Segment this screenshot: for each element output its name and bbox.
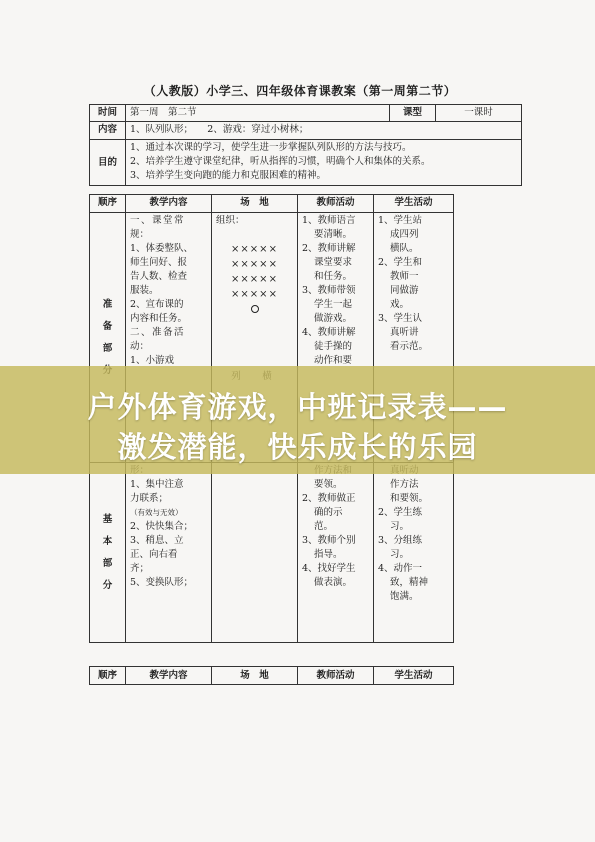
- time-label: 时间: [90, 105, 126, 122]
- text-line: 1、学生站: [378, 215, 423, 226]
- text-line: 看示范。: [390, 341, 429, 352]
- text-line: 力联系；: [130, 493, 169, 504]
- text-line: 师生问好、报: [130, 257, 188, 268]
- text-line: （有效与无效）: [130, 508, 183, 517]
- time-value: 第一周 第二节: [126, 105, 390, 122]
- text-line: 1、教师语言: [302, 215, 356, 226]
- header-order: 顺序: [90, 195, 126, 213]
- text-line: 4、找好学生: [302, 563, 356, 574]
- text-line: 3、教师个别: [302, 535, 356, 546]
- header-content: 教学内容: [126, 195, 212, 213]
- header-field: 场 地: [212, 667, 298, 685]
- banner-title-line2: 激发潜能，快乐成长的乐园: [117, 430, 478, 464]
- text-line: 戏。: [390, 299, 410, 310]
- basic-content-cell: [126, 463, 212, 643]
- text-line: 2、快快集合；: [130, 521, 194, 532]
- goal-line: 3、培养学生变向跑的能力和克服困难的精神。: [130, 170, 327, 181]
- text-line: 指导。: [314, 549, 343, 560]
- text-line: 真听讲: [390, 327, 419, 338]
- section-char: 备: [102, 320, 113, 332]
- text-line: 3、稍息、立: [130, 535, 184, 546]
- text-line: 徒手操的: [314, 341, 353, 352]
- text-line: 2、学生练: [378, 507, 423, 518]
- text-line: 告人数、检查: [130, 271, 188, 282]
- text-line: 2、学生和: [378, 257, 423, 268]
- text-line: 做游戏。: [314, 313, 353, 324]
- text-line: 1、集中注意: [130, 479, 184, 490]
- formation-row: ×××××: [231, 244, 278, 255]
- lesson-type-label: 课型: [390, 105, 436, 122]
- text-line: 同做游: [390, 285, 419, 296]
- header-teacher: 教师活动: [298, 667, 374, 685]
- banner-title-line1: 户外体育游戏，中班记录表——: [87, 390, 508, 424]
- text-line: 确的示: [314, 507, 343, 518]
- basic-student-cell: [374, 463, 454, 643]
- formation-row: ×××××: [231, 274, 278, 285]
- text-line: 一、课堂常: [130, 215, 186, 226]
- content-value: 1、队列队形； 2、游戏：穿过小树林；: [126, 122, 522, 140]
- basic-field-cell: [212, 463, 298, 643]
- text-line: 2、宣布课的: [130, 299, 184, 310]
- header-student: 学生活动: [374, 195, 454, 213]
- header-field: 场 地: [212, 195, 298, 213]
- text-line: 4、动作一: [378, 563, 423, 574]
- formation-row: ×××××: [231, 289, 278, 300]
- section-char: 部: [102, 557, 113, 569]
- section-basic-label: [90, 463, 126, 643]
- text-line: 成四列: [390, 229, 419, 240]
- text-line: 4、教师讲解: [302, 327, 356, 338]
- text-line: 要领。: [314, 479, 343, 490]
- goals-cell: [126, 140, 522, 186]
- text-line: 正、向右看: [130, 549, 178, 560]
- text-line: 要清晰。: [314, 229, 353, 240]
- formation-row: ×××××: [231, 259, 278, 270]
- text-line: 二、准备活: [130, 327, 186, 338]
- text-line: 和任务。: [314, 271, 353, 282]
- section-char: 准: [102, 298, 113, 310]
- text-line: 习。: [390, 549, 410, 560]
- text-line: 范。: [314, 521, 334, 532]
- text-line: 齐；: [130, 563, 150, 574]
- text-line: 动作和要: [314, 355, 353, 366]
- text-line: 1、体委整队、: [130, 243, 194, 254]
- text-line: 致，精神: [390, 577, 429, 588]
- text-line: 横队。: [390, 243, 419, 254]
- text-line: 内容和任务。: [130, 313, 188, 324]
- text-line: 饱满。: [390, 591, 419, 602]
- header-content: 教学内容: [126, 667, 212, 685]
- text-line: 做表演。: [314, 577, 353, 588]
- text-line: 和要领。: [390, 493, 429, 504]
- text-line: 动：: [130, 341, 150, 352]
- text-line: 3、教师带领: [302, 285, 356, 296]
- text-line: 作方法: [390, 479, 419, 490]
- text-line: 规：: [130, 229, 150, 240]
- text-line: 5、变换队形；: [130, 577, 194, 588]
- goal-label: 目的: [90, 140, 126, 186]
- header-order: 顺序: [90, 667, 126, 685]
- text-line: 服装。: [130, 285, 159, 296]
- goal-line: 2、培养学生遵守课堂纪律，听从指挥的习惯，明确个人和集体的关系。: [130, 156, 431, 167]
- text-line: 3、分组练: [378, 535, 423, 546]
- goal-line: 1、通过本次课的学习，使学生进一步掌握队列队形的方法与技巧。: [130, 142, 412, 153]
- text-line: 3、学生认: [378, 313, 423, 324]
- text-line: 习。: [390, 521, 410, 532]
- section-char: 基: [102, 513, 113, 525]
- header-student: 学生活动: [374, 667, 454, 685]
- lesson-info-table: [89, 104, 522, 186]
- content-label: 内容: [90, 122, 126, 140]
- document-title: （人教版）小学三、四年级体育课教案（第一周第二节）: [143, 84, 457, 98]
- header-teacher: 教师活动: [298, 195, 374, 213]
- text-line: 课堂要求: [314, 257, 353, 268]
- text-line: 教师一: [390, 271, 419, 282]
- section-char: 部: [102, 342, 113, 354]
- text-line: 2、教师讲解: [302, 243, 356, 254]
- next-table-header: [89, 666, 454, 685]
- section-char: 分: [102, 579, 113, 591]
- teacher-position-marker: [216, 304, 293, 318]
- lesson-type-value: 一课时: [436, 105, 522, 122]
- text-line: 1、小游戏: [130, 355, 175, 366]
- text-line: 学生一起: [314, 299, 353, 310]
- text-line: 2、教师做正: [302, 493, 356, 504]
- section-char: 本: [102, 535, 113, 547]
- field-label: 组织：: [216, 215, 245, 226]
- basic-teacher-cell: [298, 463, 374, 643]
